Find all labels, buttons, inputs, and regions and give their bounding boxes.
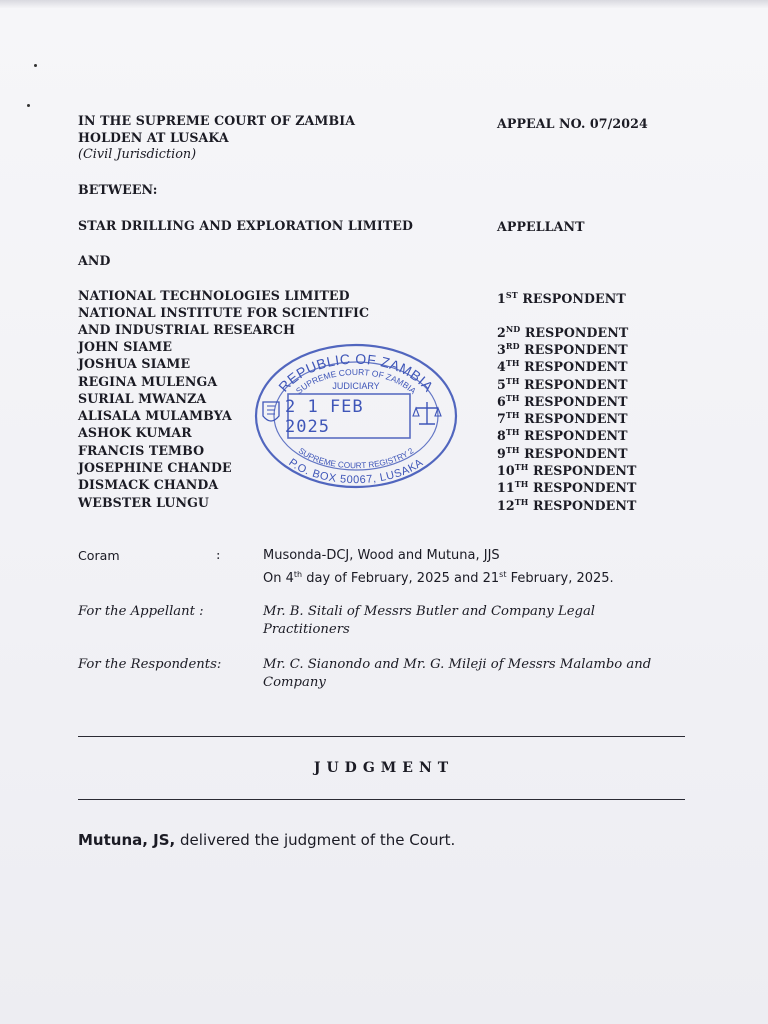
court-name: IN THE SUPREME COURT OF ZAMBIA [78,113,356,128]
respondent-name: NATIONAL TECHNOLOGIES LIMITED [78,288,350,303]
appellant-counsel-line2: Practitioners [263,622,350,637]
respondent-name: ALISALA MULAMBYA [78,408,232,423]
respondent-ordinal: 1ST RESPONDENT [497,290,626,306]
stamp-judiciary: JUDICIARY [332,381,380,391]
respondent-name: FRANCIS TEMBO [78,443,205,458]
coram-colon: : [216,548,221,563]
respondent-name: SURIAL MWANZA [78,391,207,406]
svg-text:SUPREME COURT REGISTRY 2 [297,446,416,470]
delivery-statement [78,832,455,849]
respondent-ordinal: 2ND RESPONDENT [497,324,629,340]
jurisdiction: (Civil Jurisdiction) [78,147,197,162]
stamp-top-text: REPUBLIC OF ZAMBIA [275,350,437,395]
respondent-ordinal: 5TH RESPONDENT [497,376,628,392]
between-label: BETWEEN: [78,182,158,197]
respondent-ordinal: 4TH RESPONDENT [497,358,628,374]
respondent-ordinal: 7TH RESPONDENT [497,410,628,426]
respondents-counsel-line2: Company [263,675,326,690]
stamp-registry-text: SUPREME COURT REGISTRY 2 [296,446,416,471]
appellant-counsel-label: For the Appellant : [78,604,204,619]
respondent-ordinal: 8TH RESPONDENT [497,427,628,443]
respondent-name: REGINA MULENGA [78,374,218,389]
scan-edge-shade [0,0,768,8]
scan-speck [34,64,37,67]
respondent-name: NATIONAL INSTITUTE FOR SCIENTIFIC [78,305,370,320]
divider-top [78,736,685,737]
respondent-ordinal: 3RD RESPONDENT [497,341,628,357]
appellant-role: APPELLANT [497,219,585,234]
stamp-sub-text: SUPREME COURT OF ZAMBIA [293,366,419,396]
respondents-counsel-line1: Mr. C. Sianondo and Mr. G. Mileji of Messrs Malambo and [263,657,652,672]
respondent-ordinal: 6TH RESPONDENT [497,393,628,409]
court-location: HOLDEN AT LUSAKA [78,130,229,145]
appellant-counsel-line1: Mr. B. Sitali of Messrs Butler and Company Legal [263,604,596,619]
respondent-ordinal: 12TH RESPONDENT [497,497,637,513]
divider-bottom [78,799,685,800]
coram-judges: Musonda-DCJ, Wood and Mutuna, JJS [263,548,500,563]
respondent-ordinal: 10TH RESPONDENT [497,462,637,478]
respondent-name: JOSEPHINE CHANDE [78,460,232,475]
respondent-name: DISMACK CHANDA [78,477,219,492]
respondents-counsel-label: For the Respondents: [78,657,222,672]
appeal-number: APPEAL NO. 07/2024 [497,116,648,131]
respondent-name: WEBSTER LUNGU [78,495,210,510]
delivering-judge: Mutuna, JS, [78,831,176,849]
coat-of-arms-icon [263,402,279,421]
respondent-ordinal: 11TH RESPONDENT [497,479,637,495]
appellant-name: STAR DRILLING AND EXPLORATION LIMITED [78,218,414,233]
respondent-name: AND INDUSTRIAL RESEARCH [78,322,295,337]
respondent-ordinal: 9TH RESPONDENT [497,445,628,461]
stamp-box-text: P.O. BOX 50067, LUSAKA [286,456,426,487]
scan-speck [27,104,30,107]
respondent-name: JOHN SIAME [78,339,173,354]
svg-text:P.O. BOX 50067, LUSAKA [286,457,425,487]
respondent-name: JOSHUA SIAME [78,356,191,371]
respondent-name: ASHOK KUMAR [78,425,192,440]
and-label: AND [78,253,111,268]
coram-dates: On 4th day of February, 2025 and 21st February, 2025. [263,570,614,586]
stamp-date: 2 1 FEB 2025 [285,397,364,437]
delivery-text: delivered the judgment of the Court. [175,831,456,849]
coram-label: Coram [78,548,120,563]
judgment-title: JUDGMENT [313,760,455,776]
